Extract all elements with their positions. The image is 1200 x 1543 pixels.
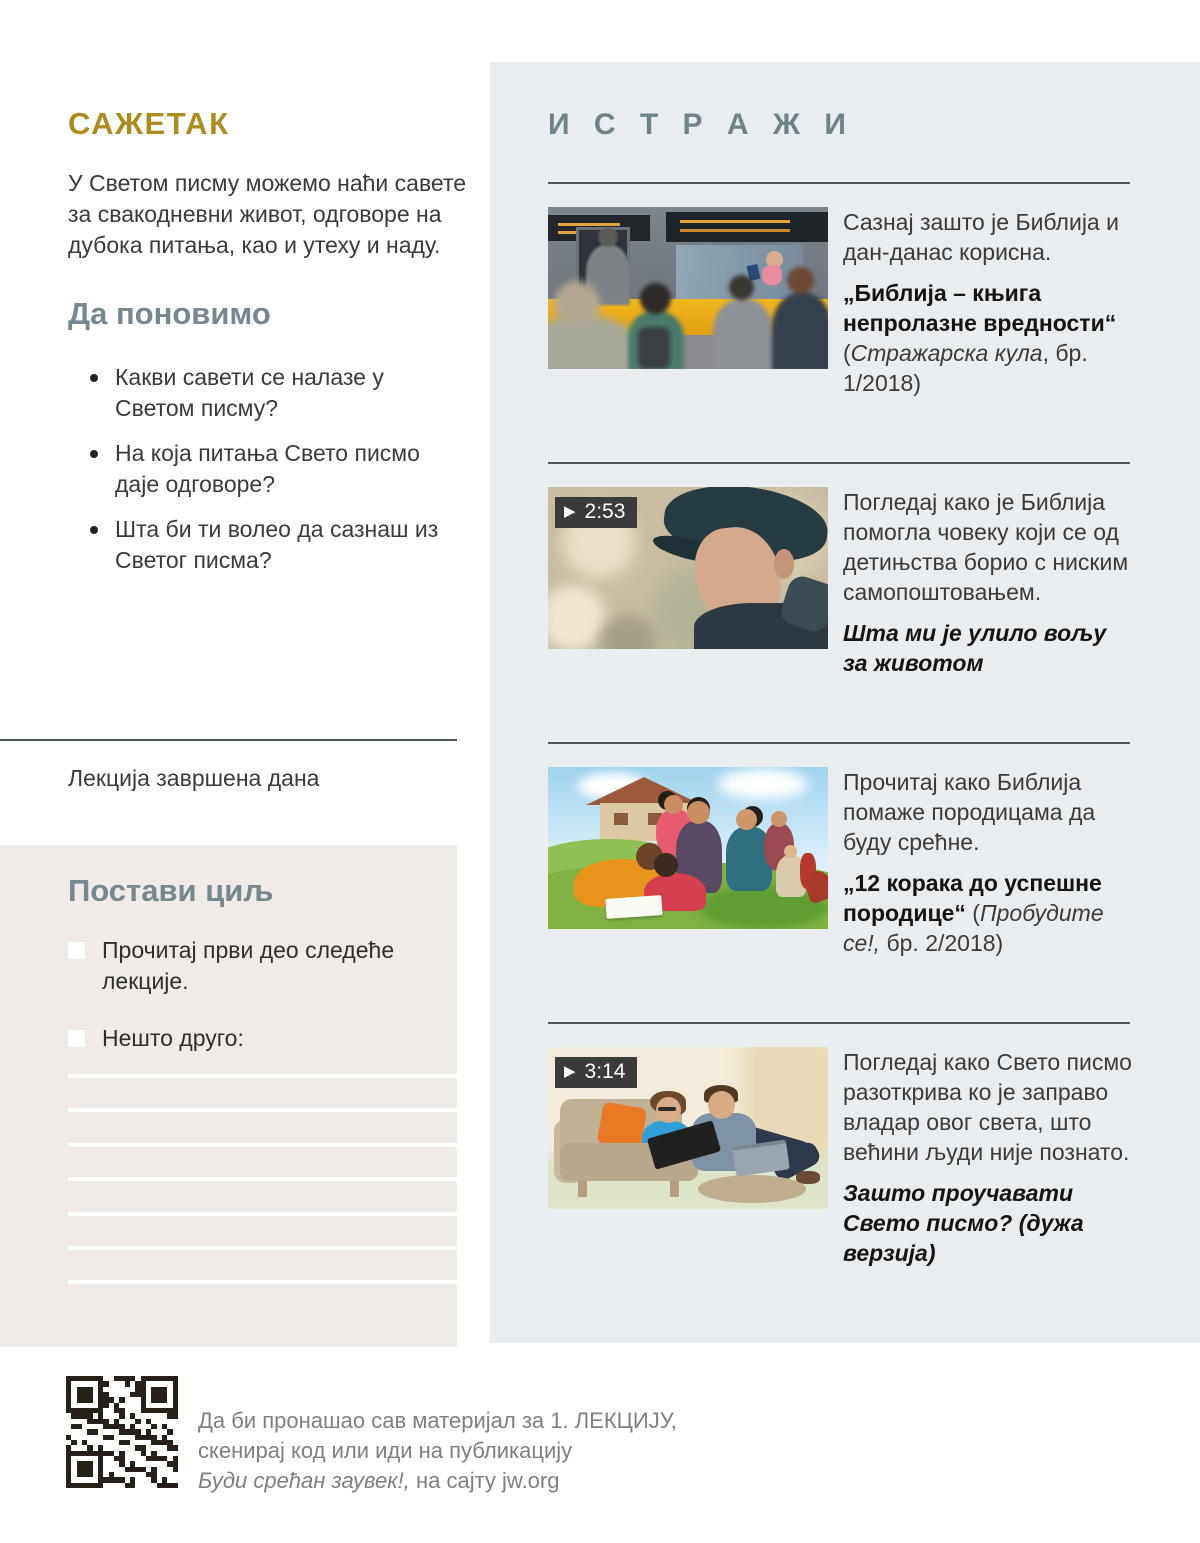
summary-paragraph: У Светом писму можемо наћи савете за свакодневни живот, одговоре на дубока питања, као и утеху и наду. (68, 170, 467, 258)
item-divider (548, 462, 1130, 464)
list-item (68, 438, 468, 500)
item-description: Погледај како је Библија помогла човеку који се од детињства борио с ниским самопоштовањем. (843, 489, 1129, 605)
bullet-icon (90, 526, 98, 534)
video-duration-badge (555, 1057, 637, 1088)
lesson-completed-label: Лекција завршена дана (68, 765, 320, 791)
item-description: Погледај како Свето писмо разоткрива ко је заправо владар овог света, што већини људи није познато. (843, 1049, 1132, 1165)
review-question: На која питања Свето писмо даје одговоре? (115, 440, 420, 497)
list-item (68, 362, 468, 424)
bullet-icon (90, 374, 98, 382)
publication-reference: (Стражарска кула, бр. 1/2018) (843, 340, 1088, 396)
goal-box (0, 845, 457, 1347)
list-item (68, 514, 468, 576)
review-question: Какви савети се налазе у Светом писму? (115, 364, 384, 421)
publication-reference: (Пробудите се!, бр. 2/2018) (843, 900, 1104, 956)
item-title-line (843, 868, 1135, 958)
article-thumbnail-train-platform[interactable] (548, 207, 828, 369)
review-question: Шта би ти волео да сазнаш из Светог писма? (115, 516, 439, 573)
divider (0, 739, 457, 741)
item-description: Сазнај зашто је Библија и дан-данас корисна. (843, 209, 1119, 265)
explore-panel (490, 62, 1200, 1343)
item-text (843, 1047, 1135, 1268)
footer-note (198, 1406, 678, 1496)
goal-heading: Постави циљ (68, 873, 274, 908)
item-text (843, 487, 1135, 678)
item-title-line (843, 278, 1135, 398)
explore-item (490, 182, 1200, 462)
item-divider (548, 1022, 1130, 1024)
item-text (843, 207, 1135, 398)
video-duration-badge (555, 497, 637, 528)
item-description: Прочитај како Библија помаже породицама да буду срећне. (843, 769, 1096, 855)
play-icon: ▶ (564, 503, 576, 520)
explore-item (490, 462, 1200, 742)
publication-title: „Библија – књига непролазне вредности“ (843, 280, 1117, 336)
goal-item-label: Нешто друго: (102, 1025, 244, 1051)
video-thumbnail-man-flat-cap[interactable] (548, 487, 828, 649)
item-text (843, 767, 1135, 958)
explore-item (490, 742, 1200, 1022)
summary-heading: САЖЕТАК (68, 106, 230, 141)
play-icon: ▶ (564, 1063, 576, 1080)
item-title-line (843, 618, 1135, 678)
item-title-line (843, 1178, 1135, 1268)
video-title: Шта ми је улило вољу за животом (843, 620, 1107, 676)
bullet-icon (90, 450, 98, 458)
review-list (68, 362, 468, 590)
publication-name: Буди срећан заувек!, (198, 1468, 410, 1493)
video-duration: 2:53 (584, 500, 626, 523)
explore-item (490, 1022, 1200, 1302)
item-divider (548, 742, 1130, 744)
goal-item-label: Прочитај први део следеће лекције. (102, 937, 395, 994)
article-thumbnail-families[interactable] (548, 767, 828, 929)
footer-line: скенирај код или иди на публикацију (198, 1438, 573, 1463)
explore-heading: И С Т Р А Ж И (548, 108, 854, 141)
video-thumbnail-couple-couch[interactable] (548, 1047, 828, 1209)
video-duration: 3:14 (584, 1060, 626, 1083)
review-heading: Да поновимо (68, 296, 271, 331)
publication-title: „12 корака до успешне породице“ (843, 870, 1102, 926)
writing-lines[interactable] (0, 845, 457, 1347)
qr-code-icon (66, 1376, 178, 1488)
footer-line: Буди срећан заувек!, на сајту jw.org (198, 1468, 560, 1493)
item-divider (548, 182, 1130, 184)
video-title: Зашто проучавати Свето писмо? (дужа верзија) (843, 1180, 1084, 1266)
footer-line: Да би пронашао сав материјал за 1. ЛЕКЦИЈУ, (198, 1408, 677, 1433)
